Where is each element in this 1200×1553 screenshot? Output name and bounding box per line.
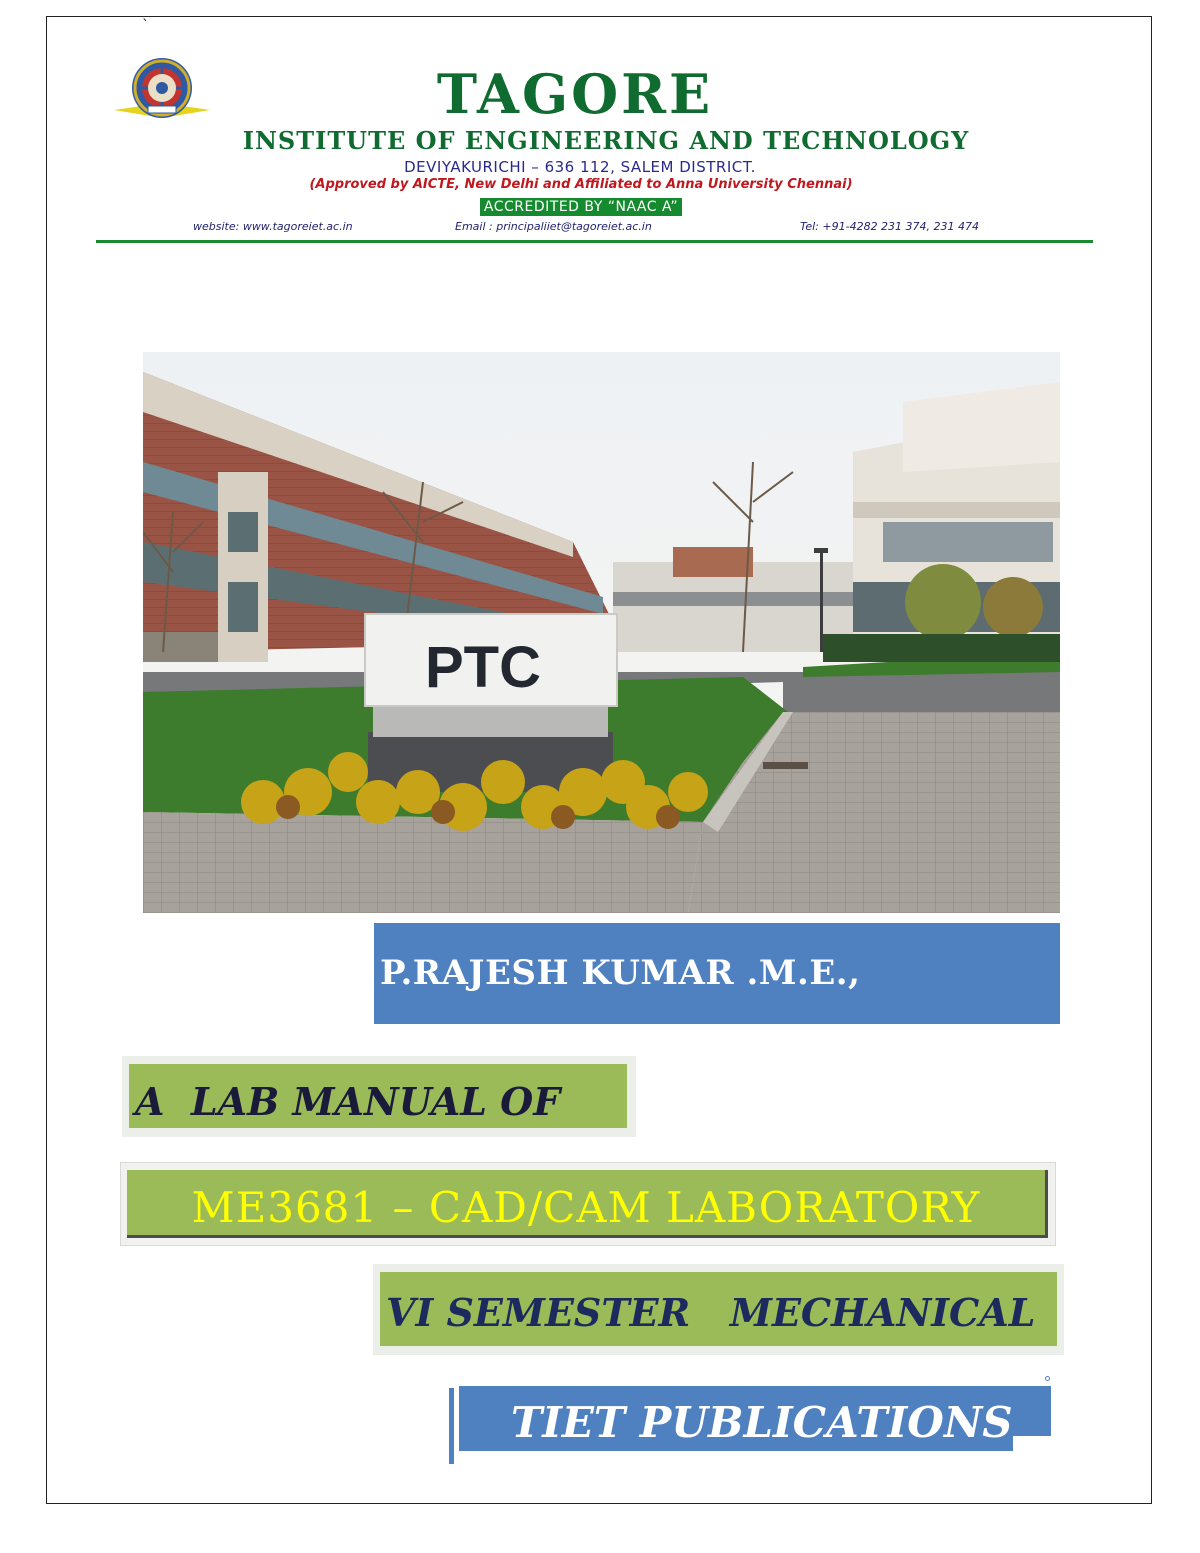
accreditation-badge: ACCREDITED BY “NAAC A” [480, 198, 682, 216]
course-frame [120, 1162, 1056, 1246]
semester-banner [380, 1272, 1057, 1346]
publisher-handle [1045, 1376, 1050, 1381]
semester-frame [373, 1264, 1064, 1355]
lab-manual-frame [122, 1056, 636, 1137]
semester-heading: VI SEMESTER MECHANICAL [386, 1290, 1036, 1335]
author-banner [374, 923, 1060, 1024]
campus-photo [143, 352, 1060, 913]
header-divider [96, 240, 1093, 243]
institution-address: DEVIYAKURICHI – 636 112, SALEM DISTRICT. [404, 158, 756, 176]
stray-mark: ` [142, 18, 149, 34]
lab-manual-banner [129, 1064, 627, 1128]
telephone-text: Tel: +91-4282 231 374, 231 474 [800, 220, 980, 233]
author-name: P.RAJESH KUMAR .M.E., [380, 953, 861, 993]
course-banner [127, 1170, 1048, 1238]
accreditation-wrap [0, 196, 1181, 216]
email-text: Email : principaliiet@tagoreiet.ac.in [455, 220, 652, 233]
publisher-name: TIET PUBLICATIONS [511, 1398, 1013, 1447]
lab-manual-heading: A LAB MANUAL OF [135, 1079, 561, 1124]
institution-name: TAGORE [436, 62, 714, 126]
publisher-notch [1013, 1436, 1053, 1452]
publisher-side-bar [449, 1388, 454, 1464]
ptc-sign: PTC [425, 635, 541, 700]
website-text: website: www.tagoreiet.ac.in [193, 220, 353, 233]
approval-line: (Approved by AICTE, New Delhi and Affiliated to Anna University Chennai) [309, 177, 853, 192]
publisher-banner [459, 1386, 1051, 1451]
course-title: ME3681 – CAD/CAM LABORATORY [191, 1183, 981, 1232]
institution-full-name: INSTITUTE OF ENGINEERING AND TECHNOLOGY [242, 126, 970, 155]
